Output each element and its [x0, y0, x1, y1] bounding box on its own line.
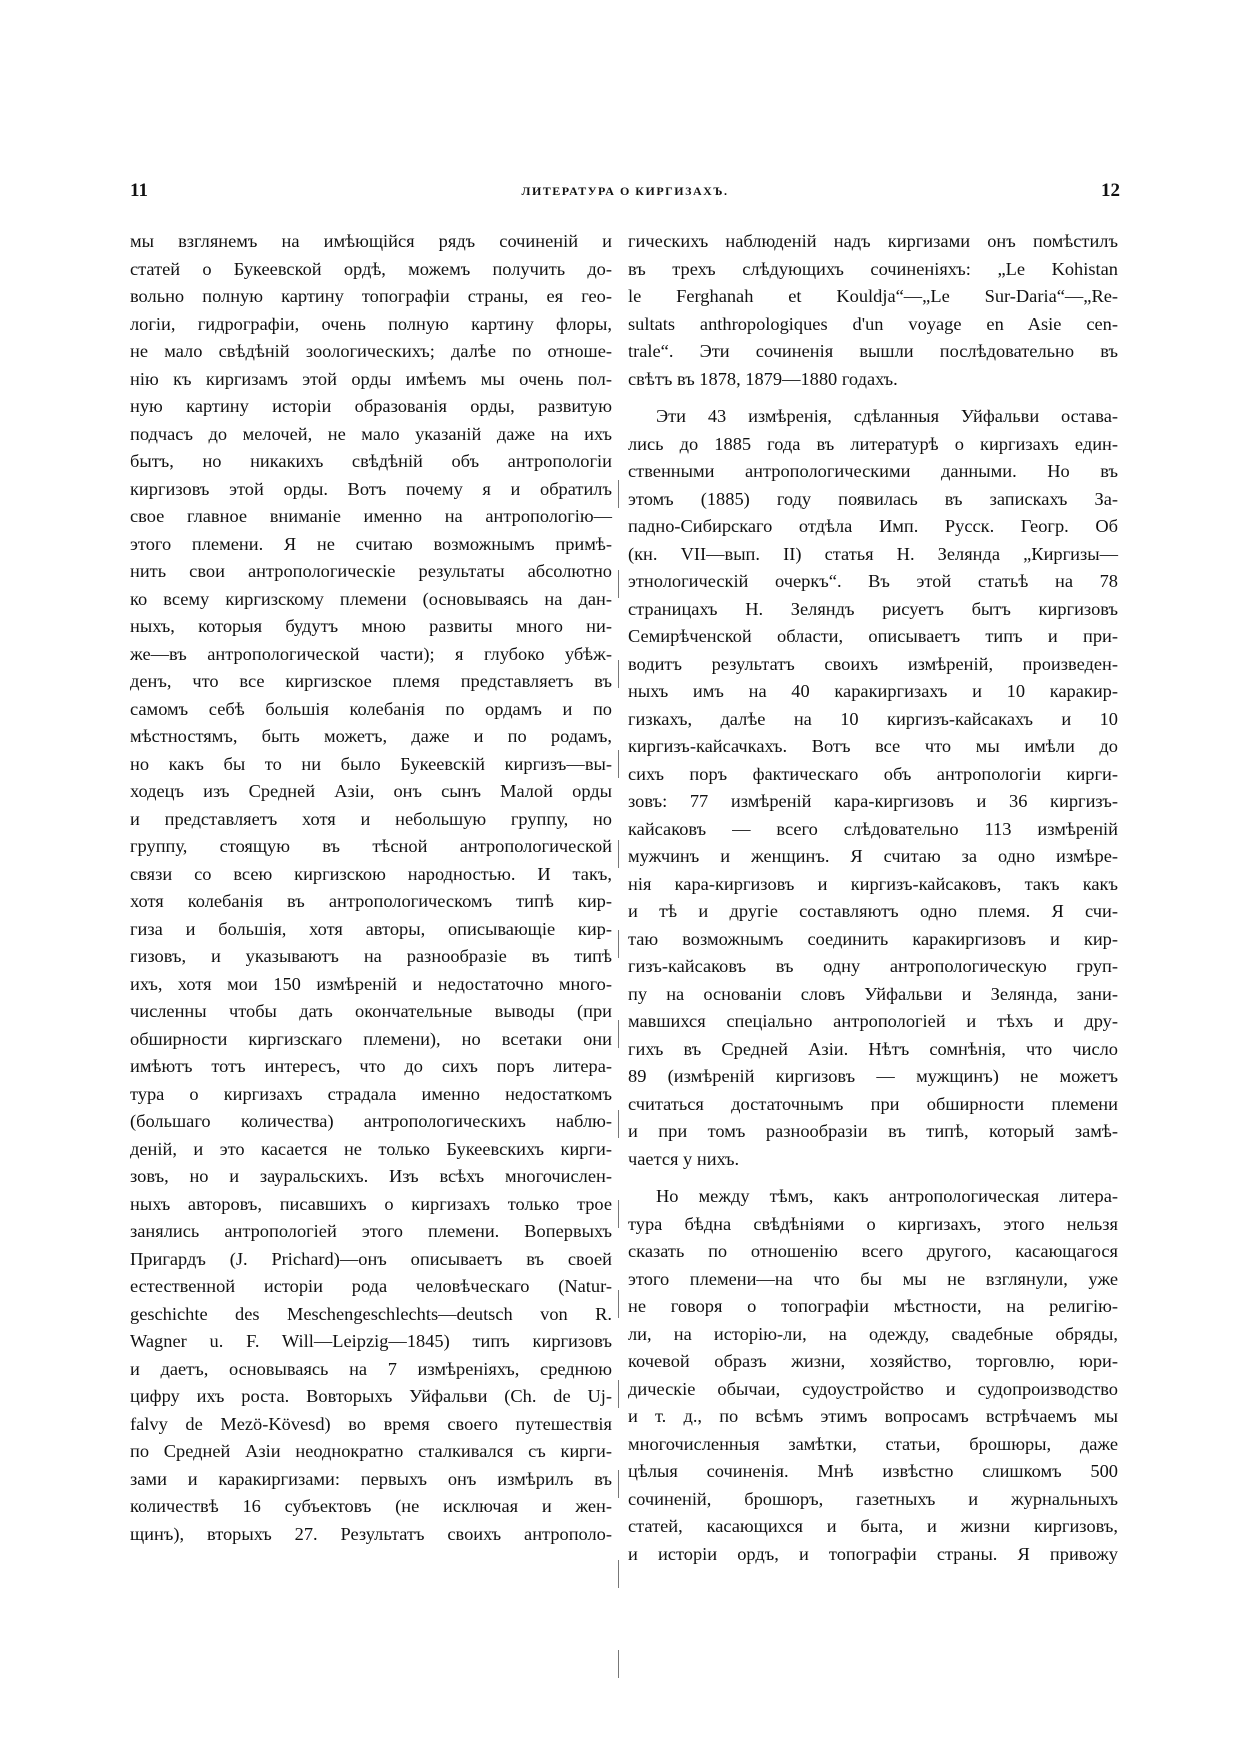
text-line: бытъ, но никакихъ свѣдѣній объ антропологіи [130, 451, 612, 471]
text-line: группу, стоящую въ тѣсной антропологической [130, 836, 612, 856]
text-line: le Ferghanah et Kouldja“—„Le Sur-Daria“—„Re- [628, 286, 1118, 306]
text-line: количествѣ 16 субъектовъ (не исключая и жен- [130, 1496, 612, 1516]
text-line: денъ, что все киргизское племя представляетъ въ [130, 671, 612, 691]
text-line: тура бѣдна свѣдѣніями о киргизахъ, этого нельзя [628, 1213, 1118, 1234]
text-line: Wagner u. F. Will—Leipzig—1845) типъ киргизовъ [130, 1331, 612, 1351]
text-line: щинъ), вторыхъ 27. Результатъ своихъ антрополо- [130, 1523, 612, 1544]
page-number-right: 12 [1101, 180, 1120, 201]
text-line: пу на основаніи словъ Уйфальви и Зеляндa, зани- [628, 983, 1118, 1004]
text-line: киргизовъ этой орды. Вотъ почему я и обратилъ [130, 478, 612, 499]
text-line: же—въ антропологической части); я глубоко убѣж- [130, 643, 612, 664]
text-line: статей, касающихся и быта, и жизни киргизовъ, [628, 1516, 1118, 1536]
text-line: сочиненій, брошюръ, газетныхъ и журнальныхъ [628, 1488, 1118, 1509]
text-line: считаться достаточнымъ при обширности племени [628, 1093, 1118, 1114]
text-line: зовъ, но и зауральскихъ. Изъ всѣхъ многочислен- [130, 1166, 612, 1186]
text-line: гизъ-кайсаковъ въ одну антропологическую груп- [628, 956, 1118, 976]
text-line: гизкахъ, далѣе на 10 киргизъ-кайсакахъ и 10 [628, 708, 1118, 729]
text-line: падно-Сибирскаго отдѣла Имп. Русск. Геогр. Об [628, 516, 1118, 536]
text-line: тура о киргизахъ страдала именно недостаткомъ [130, 1083, 612, 1104]
column-divider [618, 480, 619, 1700]
text-line: статей о Букеевской ордѣ, можемъ получить до- [130, 258, 612, 279]
text-line: цифру ихъ роста. Вовторыхъ Уйфальви (Ch. de Uj- [130, 1386, 612, 1406]
page-number-left: 11 [130, 180, 148, 201]
text-line: мужчинъ и женщинъ. Я считаю за одно измѣре- [628, 846, 1118, 866]
text-line: (кн. VII—вып. II) статья Н. Зеляндa „Киргизы— [628, 543, 1118, 564]
text-line: хотя колебанія въ антропологическомъ типѣ кир- [130, 891, 612, 911]
text-line: сихъ поръ фактическаго объ антропологіи кирги- [628, 763, 1118, 784]
text-line: ную картину исторіи образованія орды, развитую [130, 396, 612, 416]
text-line: кайсаковъ — всего слѣдовательно 113 измѣреній [628, 818, 1118, 839]
text-line: лись до 1885 года въ литературѣ о киргизахъ един- [628, 433, 1118, 454]
text-line: зами и каракиргизами: первыхъ онъ измѣрилъ въ [130, 1468, 612, 1489]
text-line: занялись антропологіей этого племени. Вопервыхъ [130, 1221, 612, 1241]
text-line: связи со всею киргизскою народностью. И такъ, [130, 863, 612, 884]
text-line: но какъ бы то ни было Букеевскій киргизъ—вы- [130, 753, 612, 774]
running-title: ЛИТЕРАТУРА О КИРГИЗАХЪ. [521, 184, 729, 198]
text-line: этого племени—на что бы мы не взглянули, уже [628, 1268, 1118, 1289]
text-line: гиза и большія, хотя авторы, описывающіе кир- [130, 918, 612, 939]
text-line: нію къ киргизамъ этой орды имѣемъ мы очень пол- [130, 368, 612, 389]
text-line: Но между тѣмъ, какъ антропологическая литера- [656, 1186, 1118, 1206]
right-column [628, 228, 1118, 1568]
text-line: многочисленныя замѣтки, статьи, брошюры, даже [628, 1433, 1118, 1454]
text-line: ныхъ авторовъ, писавшихъ о киргизахъ только трое [130, 1193, 612, 1214]
text-line: деній, и это касается не только Букеевскихъ кирги- [130, 1138, 612, 1159]
paragraph-gap [628, 393, 1118, 403]
text-line: гическихъ наблюденій надъ киргизами онъ помѣстилъ [628, 231, 1118, 251]
text-line: свѣтъ въ 1878, 1879—1880 годахъ. [628, 368, 898, 389]
text-line: вольно полную картину топографіи страны, ея гео- [130, 286, 612, 306]
text-line: подчасъ до мелочей, не мало указаній даже на ихъ [130, 423, 612, 444]
text-line: Семирѣченской области, описываетъ типъ и при- [628, 626, 1118, 646]
text-line: ихъ, хотя мои 150 измѣреній и недостаточно много- [130, 973, 612, 994]
text-line: мавшихся спеціально антропологіей и тѣхъ и дру- [628, 1011, 1118, 1031]
text-line: falvy de Mezö-Kövesd) во время своего путешествія [130, 1413, 612, 1434]
text-line: ственными антропологическими данными. Но въ [628, 461, 1118, 481]
text-line: естественной исторіи рода человѣческаго (Natur- [130, 1276, 612, 1296]
text-line: ныхъ, которыя будутъ мною развиты много ни- [130, 616, 612, 636]
text-line: въ трехъ слѣдующихъ сочиненіяхъ: „Le Kohistan [628, 258, 1118, 279]
text-line: чается у нихъ. [628, 1148, 740, 1169]
text-line: страницахъ Н. Зеляндъ рисуетъ бытъ киргизовъ [628, 598, 1118, 619]
text-line: не мало свѣдѣній зоологическихъ; далѣе по отноше- [130, 341, 612, 361]
text-line: дическіе обычаи, судоустройство и судопроизводство [628, 1378, 1118, 1399]
left-column [130, 228, 612, 1548]
text-line: киргизъ-кайсачкахъ. Вотъ все что мы имѣли до [628, 736, 1118, 756]
text-line: нить свои антропологическіе результаты абсолютно [130, 561, 612, 581]
text-line: свое главное вниманіе именно на антропологію— [130, 506, 612, 526]
text-line: сказать по отношенію всего другого, касающагося [628, 1241, 1118, 1261]
text-line: нія кара-киргизовъ и киргизъ-кайсаковъ, такъ какъ [628, 873, 1118, 894]
text-line: ходецъ изъ Средней Азіи, онъ сынъ Малой орды [130, 781, 612, 801]
text-line: мы взглянемъ на имѣющійся рядъ сочиненій и [130, 231, 612, 251]
text-line: зовъ: 77 измѣреній кара-киргизовъ и 36 киргизъ- [628, 791, 1118, 811]
text-line: водитъ результатъ своихъ измѣреній, произведен- [628, 653, 1118, 674]
text-line: цѣлыя сочиненія. Мнѣ извѣстно слишкомъ 500 [628, 1461, 1118, 1481]
text-line: trale“. Эти сочиненія вышли послѣдовательно въ [628, 341, 1118, 361]
text-line: geschichte des Meschengeschlechts—deutsch von R. [130, 1303, 612, 1324]
text-line: численны чтобы дать окончательные выводы (при [130, 1001, 612, 1021]
text-line: и при томъ разнообразіи въ типѣ, который замѣ- [628, 1121, 1118, 1141]
text-line: ныхъ имъ на 40 каракиргизахъ и 10 каракир- [628, 681, 1118, 701]
text-line: имѣютъ тотъ интересъ, что до сихъ поръ литера- [130, 1056, 612, 1076]
text-line: Эти 43 измѣренія, сдѣланныя Уйфальви остава- [656, 406, 1118, 426]
text-line: мѣстностямъ, быть можетъ, даже и по родамъ, [130, 726, 612, 746]
text-line: этомъ (1885) году появилась въ запискахъ За- [628, 488, 1118, 509]
text-line: обширности киргизскаго племени), но всетаки они [130, 1028, 612, 1049]
text-line: и даетъ, основываясь на 7 измѣреніяхъ, среднюю [130, 1358, 612, 1379]
text-line: (большаго количества) антропологическихъ наблю- [130, 1111, 612, 1131]
text-line: sultats anthropologiques d'un voyage en Asie cen- [628, 313, 1118, 334]
text-line: этого племени. Я не считаю возможнымъ примѣ- [130, 533, 612, 554]
text-line: не говоря о топографіи мѣстности, на религію- [628, 1296, 1118, 1316]
text-line: логіи, гидрографіи, очень полную картину флоры, [130, 313, 612, 334]
text-line: самомъ себѣ большія колебанія по ордамъ и по [130, 698, 612, 719]
text-line: ко всему киргизскому племени (основываясь на дан- [130, 588, 612, 609]
text-line: и т. д., по всѣмъ этимъ вопросамъ встрѣчаемъ мы [628, 1406, 1118, 1426]
text-line: таю возможнымъ соединить каракиргизовъ и кир- [628, 928, 1118, 949]
text-line: этнологическій очеркъ“. Въ этой статьѣ на 78 [628, 571, 1118, 591]
text-line: и тѣ и другіе составляютъ одно племя. Я счи- [628, 901, 1118, 921]
text-line: по Средней Азіи неоднократно сталкивался съ кирги- [130, 1441, 612, 1461]
text-line: кочевой образъ жизни, хозяйство, торговлю, юри- [628, 1351, 1118, 1371]
text-line: и представляетъ хотя и небольшую группу, но [130, 808, 612, 829]
text-line: ли, на исторію-ли, на одежду, свадебные обряды, [628, 1323, 1118, 1344]
text-line: Пригардъ (J. Prichard)—онъ описываетъ въ своей [130, 1248, 612, 1269]
page-header [130, 180, 1120, 210]
paragraph-gap [628, 1173, 1118, 1183]
text-line: и исторіи ордъ, и топографіи страны. Я привожу [628, 1543, 1118, 1564]
text-line: гизовъ, и указываютъ на разнообразіе въ типѣ [130, 946, 612, 966]
text-line: 89 (измѣреній киргизовъ — мужщинъ) не можетъ [628, 1066, 1118, 1086]
text-line: гихъ въ Средней Азіи. Нѣтъ сомнѣнія, что число [628, 1038, 1118, 1059]
